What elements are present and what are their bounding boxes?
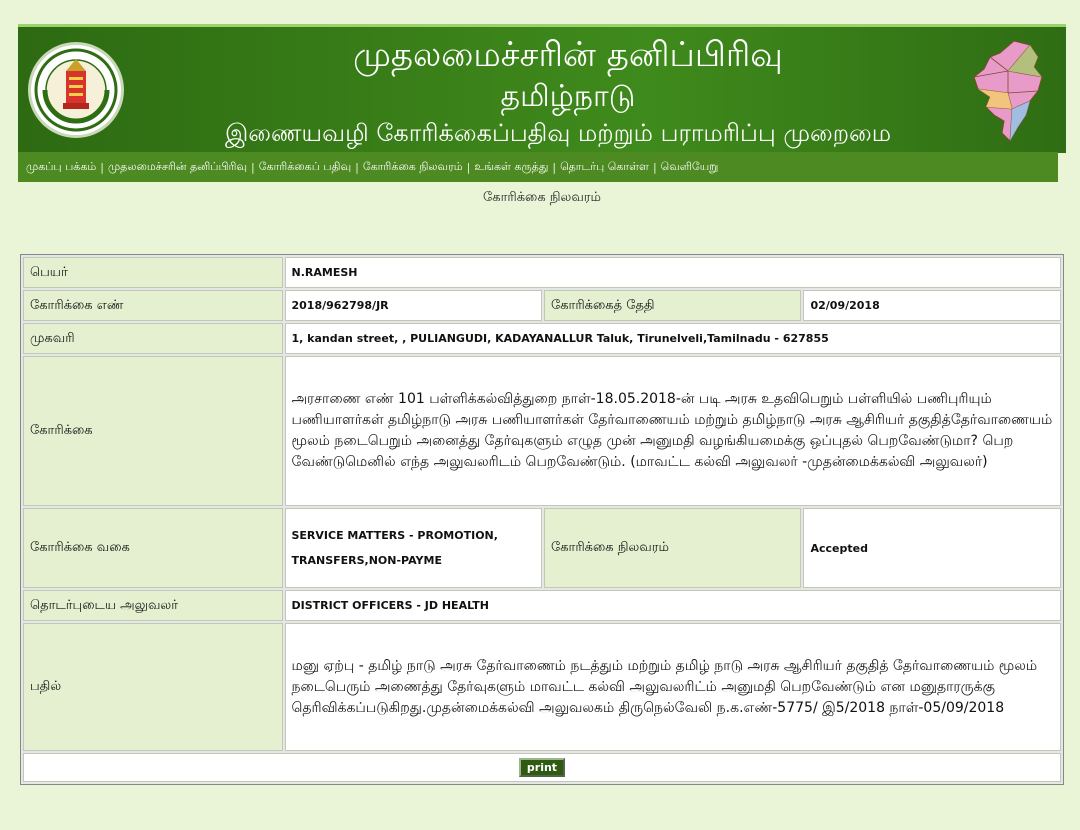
nav-home[interactable]: முகப்பு பக்கம் [26, 159, 97, 173]
nav-petition-status[interactable]: கோரிக்கை நிலவரம் [362, 159, 463, 173]
print-button[interactable]: print [519, 758, 565, 777]
print-cell [23, 753, 1061, 782]
row-name [23, 257, 1061, 288]
reply-label: பதில் [23, 623, 283, 751]
nav-logout[interactable]: வெளியேறு [660, 159, 719, 173]
row-officer [23, 590, 1061, 621]
officer-value: DISTRICT OFFICERS - JD HEALTH [285, 590, 1062, 621]
row-address [23, 323, 1061, 354]
type-value: SERVICE MATTERS - PROMOTION, TRANSFERS,NON-PAYME [285, 508, 542, 588]
petition-no-value: 2018/962798/JR [285, 290, 542, 321]
name-value: N.RAMESH [285, 257, 1062, 288]
officer-label: தொடர்புடைய அலுவலர் [23, 590, 283, 621]
row-petition-type [23, 508, 1061, 588]
tamil-nadu-map-icon [968, 37, 1052, 145]
header-subtitle: இணையவழி கோரிக்கைப்பதிவு மற்றும் பராமரிப்பு முறைமை [224, 119, 892, 147]
status-value: Accepted [803, 508, 1061, 588]
petition-date-label: கோரிக்கைத் தேதி [544, 290, 801, 321]
main-nav [18, 152, 1058, 182]
nav-cm-cell[interactable]: முதலமைச்சரின் தனிப்பிரிவு [107, 159, 247, 173]
header-state-name: தமிழ்நாடு [500, 79, 636, 114]
petition-no-label: கோரிக்கை எண் [23, 290, 283, 321]
nav-separator: | [250, 160, 255, 174]
nav-separator: | [100, 160, 104, 174]
nav-separator: | [466, 160, 471, 174]
row-print [23, 753, 1061, 782]
petition-label: கோரிக்கை [23, 356, 283, 506]
nav-separator: | [652, 160, 657, 174]
petition-text: அரசாணை எண் 101 பள்ளிக்கல்வித்துறை நாள்-18.05.2018-ன் படி அரசு உதவிபெறும் பள்ளியில் பணிபுரியும் பணியாளர்கள் தமிழ்நாடு அரசு பணியாளர்கள் தேர்வாணையம் மற்றும் தமிழ்நாடு அரசு ஆசிரியர் தகுதித்தேர்வாணையம் மூலம் நடைபெறும் அனைத்து தேர்வுகளும் எழுத முன் அனுமதி வழங்கியமைக்கு ஒப்புதல் பெறவேண்டுமா? பெற வேண்டுமெனில் எந்த அலுவலரிடம் பெறவேண்டும். (மாவட்ட கல்வி அலுவலர் -முதன்மைக்கல்வி அலுவலர்) [285, 356, 1062, 506]
site-header [18, 24, 1066, 153]
petition-detail-table [20, 254, 1064, 785]
nav-contact[interactable]: தொடர்பு கொள்ள [560, 159, 649, 173]
row-reply [23, 623, 1061, 751]
address-value: 1, kandan street, , PULIANGUDI, KADAYANALLUR Taluk, Tirunelveli,Tamilnadu - 627855 [285, 323, 1062, 354]
nav-feedback[interactable]: உங்கள் கருத்து [474, 159, 549, 173]
header-title: முதலமைச்சரின் தனிப்பிரிவு [353, 35, 783, 75]
row-petition [23, 356, 1061, 506]
petition-date-value: 02/09/2018 [803, 290, 1061, 321]
nav-separator: | [355, 160, 359, 174]
page-title: கோரிக்கை நிலவரம் [483, 190, 601, 205]
tamil-nadu-emblem-icon [28, 42, 124, 138]
reply-text: மனு ஏற்பு - தமிழ் நாடு அரசு தேர்வாணைம் நடத்தும் மற்றும் தமிழ் நாடு அரசு ஆசிரியர் தகுதித் தேர்வாணையம் மூலம் நடைபெரும் அணைத்து தேர்வுகளும் மாவட்ட கல்வி அலுவலரிட்ம் அனுமதி பெறவேண்டும் என மனுதாரருக்கு தெரிவிக்கப்படுகிறது.முதன்மைக்கல்வி அலுவலகம் திருநெல்வேலி ந.க.எண்-5775/ இ5/2018 நாள்-05/09/2018 [285, 623, 1062, 751]
address-label: முகவரி [23, 323, 283, 354]
name-label: பெயர் [23, 257, 283, 288]
status-label: கோரிக்கை நிலவரம் [544, 508, 801, 588]
nav-register-petition[interactable]: கோரிக்கைப் பதிவு [258, 159, 352, 173]
type-label: கோரிக்கை வகை [23, 508, 283, 588]
nav-separator: | [552, 160, 557, 174]
row-petition-no [23, 290, 1061, 321]
